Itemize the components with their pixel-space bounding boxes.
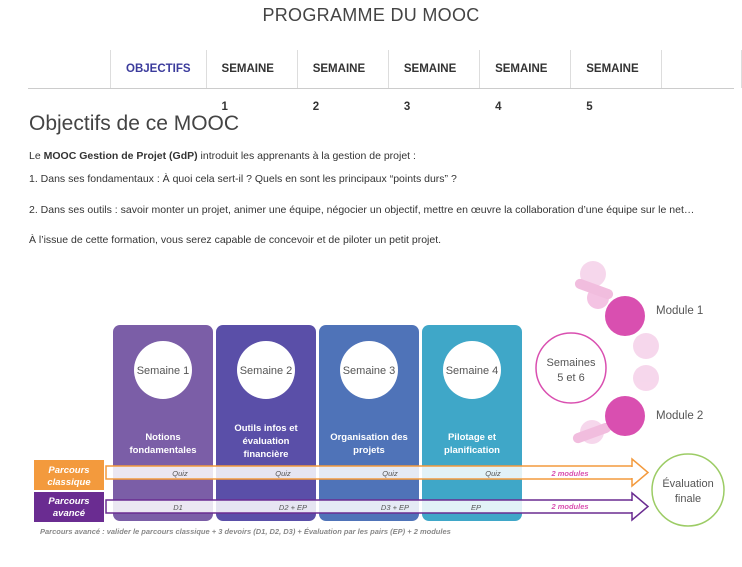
intro-suffix: introduit les apprenants à la gestion de projet : <box>197 150 416 162</box>
week-2-title-line-2: évaluation <box>242 436 290 447</box>
week-2-title-line-1: Outils infos et <box>234 423 298 434</box>
evaluation-line-2: finale <box>674 493 702 505</box>
objective-point-1: 1. Dans ses fondamentaux : À quoi cela sert-il ? Quels en sont les principaux “points durs” ? <box>29 173 457 185</box>
week-2-quiz-label: Quiz <box>275 469 291 478</box>
outcome-text: À l’issue de cette formation, vous serez capable de concevoir et de piloter un petit projet. <box>29 234 442 246</box>
week-3-avance-label: D3 + EP <box>380 503 410 512</box>
week-card-2 <box>216 325 316 521</box>
week-4-avance-label: EP <box>470 503 482 512</box>
avance-modules-label: 2 modules <box>551 502 589 511</box>
week-4-quiz-label: Quiz <box>485 469 501 478</box>
intro-prefix: Le <box>29 150 44 162</box>
parcours-classique-line-1: Parcours <box>48 465 90 476</box>
week-2-title-line-3: financière <box>243 449 289 460</box>
tab-semaine-1[interactable]: SEMAINE 1 <box>207 50 298 88</box>
week-3-title-line-2: projets <box>353 445 385 456</box>
week-card-3 <box>319 325 419 521</box>
week-1-title-line-1: Notions <box>145 432 181 443</box>
page-title: PROGRAMME DU MOOC <box>262 5 480 25</box>
week-1-quiz-label: Quiz <box>172 469 188 478</box>
classique-modules-label: 2 modules <box>551 469 589 478</box>
tab-semaine-3[interactable]: SEMAINE 3 <box>389 50 480 88</box>
parcours-avance-label <box>34 492 104 522</box>
evaluation-line-1: Évaluation <box>662 478 714 490</box>
intro-course-name: MOOC Gestion de Projet (GdP) <box>43 150 198 162</box>
week-1-title-line-2: fondamentales <box>129 445 197 456</box>
module-2-circle <box>605 396 645 436</box>
module-1-label: Module 1 <box>656 305 704 317</box>
week-3-quiz-label: Quiz <box>382 469 398 478</box>
tab-semaine-4[interactable]: SEMAINE 4 <box>480 50 571 88</box>
module-2-label: Module 2 <box>656 410 704 422</box>
module-1-circle <box>605 296 645 336</box>
objective-point-2: 2. Dans ses outils : savoir monter un projet, animer une équipe, négocier un objectif, mettre en œuvre la collaboration d’une équipe sur le net… <box>29 204 695 216</box>
week-card-4 <box>422 325 522 521</box>
parcours-classique-label <box>34 460 104 490</box>
week-2-avance-label: D2 + EP <box>278 503 308 512</box>
semaines-5-6-line-2: 5 et 6 <box>557 372 585 384</box>
week-4-title-line-2: planification <box>444 445 500 456</box>
tab-semaine-2[interactable]: SEMAINE 2 <box>298 50 389 88</box>
week-3-circle-label: Semaine 3 <box>342 365 396 377</box>
parcours-avance-line-1: Parcours <box>48 496 90 507</box>
tab-objectifs[interactable]: OBJECTIFS <box>111 50 207 88</box>
week-card-1 <box>113 325 213 521</box>
week-2-circle-label: Semaine 2 <box>239 365 293 377</box>
section-title: Objectifs de ce MOOC <box>29 112 240 135</box>
parcours-avance-line-2: avancé <box>52 508 86 519</box>
parcours-footnote: Parcours avancé : valider le parcours classique + 3 devoirs (D1, D2, D3) + Évaluation par les pairs (EP) + 2 modules <box>40 527 451 536</box>
week-1-circle-label: Semaine 1 <box>136 365 190 377</box>
semaines-5-6-line-1: Semaines <box>546 357 596 369</box>
tab-semaine-5[interactable]: SEMAINE 5 <box>571 50 662 88</box>
week-4-title-line-1: Pilotage et <box>447 432 497 443</box>
week-3-title-line-1: Organisation des <box>330 432 408 443</box>
week-1-avance-label: D1 <box>173 503 183 512</box>
parcours-classique-line-2: classique <box>47 477 91 488</box>
week-4-circle-label: Semaine 4 <box>445 365 499 377</box>
evaluation-finale-circle <box>652 454 724 526</box>
